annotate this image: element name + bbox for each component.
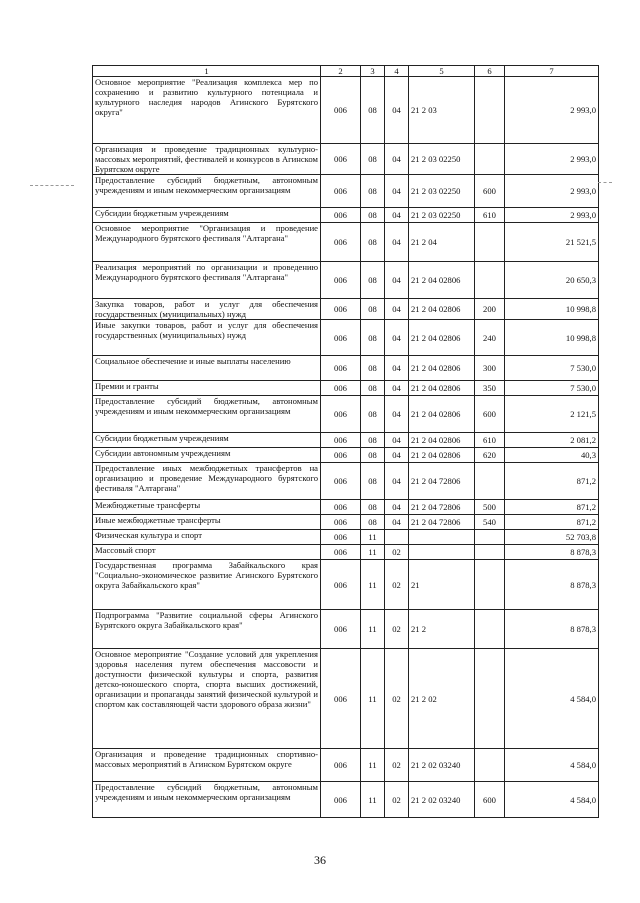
ministry-code-cell: 006: [321, 208, 361, 223]
subsection-code-cell: 04: [385, 208, 409, 223]
scan-dash-mark: [30, 185, 74, 186]
target-article-cell: 21 2 02 03240: [409, 782, 475, 818]
budget-table: [92, 65, 599, 818]
row-name-cell: Государственная программа Забайкальского края "Социально-экономическое развитие Агинского Бурятского округа Забайкальского края": [93, 560, 321, 610]
page-number: 36: [314, 853, 326, 867]
amount-cell: 21 521,5: [505, 223, 599, 262]
subsection-code-cell: 04: [385, 77, 409, 144]
ministry-code-cell: 006: [321, 175, 361, 208]
target-article-cell: 21 2 04 02806: [409, 320, 475, 356]
expense-type-cell: [475, 610, 505, 649]
subsection-code-cell: 02: [385, 782, 409, 818]
table-row: [93, 448, 599, 463]
row-name-cell: Иные закупки товаров, работ и услуг для обеспечения государственных (муниципальных) нужд: [93, 320, 321, 356]
target-article-cell: 21 2 04 02806: [409, 262, 475, 299]
section-code-cell: 08: [361, 356, 385, 381]
target-article-cell: 21 2: [409, 610, 475, 649]
amount-cell: 8 878,3: [505, 545, 599, 560]
row-name-cell: Предоставление иных межбюджетных трансфертов на организацию и проведение Международного бурятского фестиваля "Алтаргана": [93, 463, 321, 500]
ministry-code-cell: 006: [321, 560, 361, 610]
expense-type-cell: [475, 649, 505, 749]
subsection-code-cell: 04: [385, 500, 409, 515]
section-code-cell: 11: [361, 610, 385, 649]
table-row: [93, 560, 599, 610]
table-row: [93, 356, 599, 381]
expense-type-cell: [475, 223, 505, 262]
subsection-code-cell: 02: [385, 610, 409, 649]
section-code-cell: 08: [361, 500, 385, 515]
amount-cell: 10 998,8: [505, 320, 599, 356]
amount-cell: 4 584,0: [505, 782, 599, 818]
subsection-code-cell: 04: [385, 396, 409, 433]
row-name-cell: Предоставление субсидий бюджетным, автономным учреждениям и иным некоммерческим организациям: [93, 175, 321, 208]
row-name-cell: Основное мероприятие "Реализация комплекса мер по сохранению и развитию культурного потенциала и культурного наследия народов Агинского Бурятского округа": [93, 77, 321, 144]
amount-cell: 871,2: [505, 500, 599, 515]
amount-cell: 52 703,8: [505, 530, 599, 545]
expense-type-cell: 500: [475, 500, 505, 515]
ministry-code-cell: 006: [321, 649, 361, 749]
table-row: [93, 515, 599, 530]
amount-cell: 8 878,3: [505, 560, 599, 610]
column-header: 1: [93, 66, 321, 77]
subsection-code-cell: 02: [385, 649, 409, 749]
subsection-code-cell: 04: [385, 356, 409, 381]
amount-cell: 4 584,0: [505, 749, 599, 782]
amount-cell: 2 121,5: [505, 396, 599, 433]
table-row: [93, 463, 599, 500]
target-article-cell: 21 2 02 03240: [409, 749, 475, 782]
ministry-code-cell: 006: [321, 144, 361, 175]
expense-type-cell: [475, 560, 505, 610]
section-code-cell: 08: [361, 320, 385, 356]
table-row: [93, 299, 599, 320]
section-code-cell: 08: [361, 208, 385, 223]
target-article-cell: 21 2 04 72806: [409, 515, 475, 530]
row-name-cell: Подпрограмма "Развитие социальной сферы Агинского Бурятского округа Забайкальского края": [93, 610, 321, 649]
expense-type-cell: 620: [475, 448, 505, 463]
target-article-cell: 21 2 04 02806: [409, 396, 475, 433]
section-code-cell: 08: [361, 175, 385, 208]
section-code-cell: 11: [361, 749, 385, 782]
row-name-cell: Массовый спорт: [93, 545, 321, 560]
ministry-code-cell: 006: [321, 396, 361, 433]
section-code-cell: 08: [361, 448, 385, 463]
expense-type-cell: 600: [475, 782, 505, 818]
amount-cell: 7 530,0: [505, 356, 599, 381]
subsection-code-cell: 02: [385, 749, 409, 782]
expense-type-cell: 540: [475, 515, 505, 530]
row-name-cell: Предоставление субсидий бюджетным, автономным учреждениям и иным некоммерческим организациям: [93, 396, 321, 433]
section-code-cell: 11: [361, 649, 385, 749]
ministry-code-cell: 006: [321, 433, 361, 448]
amount-cell: 871,2: [505, 515, 599, 530]
amount-cell: 7 530,0: [505, 381, 599, 396]
table-row: [93, 381, 599, 396]
row-name-cell: Закупка товаров, работ и услуг для обеспечения государственных (муниципальных) нужд: [93, 299, 321, 320]
table-row: [93, 500, 599, 515]
amount-cell: 4 584,0: [505, 649, 599, 749]
target-article-cell: [409, 545, 475, 560]
target-article-cell: 21 2 02: [409, 649, 475, 749]
subsection-code-cell: 04: [385, 463, 409, 500]
amount-cell: 2 993,0: [505, 175, 599, 208]
table-row: [93, 433, 599, 448]
ministry-code-cell: 006: [321, 320, 361, 356]
section-code-cell: 11: [361, 560, 385, 610]
section-code-cell: 08: [361, 396, 385, 433]
table-row: [93, 262, 599, 299]
amount-cell: 2 081,2: [505, 433, 599, 448]
target-article-cell: 21 2 03 02250: [409, 144, 475, 175]
target-article-cell: 21 2 03: [409, 77, 475, 144]
row-name-cell: Межбюджетные трансферты: [93, 500, 321, 515]
target-article-cell: 21 2 03 02250: [409, 208, 475, 223]
row-name-cell: Основное мероприятие "Организация и проведение Международного бурятского фестиваля "Алтаргана": [93, 223, 321, 262]
section-code-cell: 08: [361, 381, 385, 396]
subsection-code-cell: 04: [385, 223, 409, 262]
section-code-cell: 08: [361, 299, 385, 320]
table-row: [93, 749, 599, 782]
section-code-cell: 08: [361, 77, 385, 144]
row-name-cell: Организация и проведение традиционных культурно-массовых мероприятий, фестивалей и конкурсов в Агинском Бурятском округе: [93, 144, 321, 175]
row-name-cell: Субсидии автономным учреждениям: [93, 448, 321, 463]
column-header: 4: [385, 66, 409, 77]
ministry-code-cell: 006: [321, 749, 361, 782]
table-row: [93, 649, 599, 749]
target-article-cell: 21 2 04 02806: [409, 299, 475, 320]
target-article-cell: 21 2 04 02806: [409, 433, 475, 448]
ministry-code-cell: 006: [321, 610, 361, 649]
subsection-code-cell: 04: [385, 515, 409, 530]
amount-cell: 2 993,0: [505, 77, 599, 144]
target-article-cell: 21 2 04 02806: [409, 356, 475, 381]
row-name-cell: Реализация мероприятий по организации и проведению Международного бурятского фестиваля "Алтаргана": [93, 262, 321, 299]
section-code-cell: 08: [361, 433, 385, 448]
subsection-code-cell: 04: [385, 381, 409, 396]
column-header: 6: [475, 66, 505, 77]
ministry-code-cell: 006: [321, 448, 361, 463]
amount-cell: 2 993,0: [505, 144, 599, 175]
row-name-cell: Иные межбюджетные трансферты: [93, 515, 321, 530]
subsection-code-cell: 04: [385, 262, 409, 299]
row-name-cell: Субсидии бюджетным учреждениям: [93, 433, 321, 448]
table-row: [93, 782, 599, 818]
subsection-code-cell: 04: [385, 299, 409, 320]
column-header: 2: [321, 66, 361, 77]
table-row: [93, 545, 599, 560]
expense-type-cell: [475, 530, 505, 545]
row-name-cell: Предоставление субсидий бюджетным, автономным учреждениям и иным некоммерческим организациям: [93, 782, 321, 818]
section-code-cell: 11: [361, 545, 385, 560]
target-article-cell: 21 2 03 02250: [409, 175, 475, 208]
table-row: [93, 77, 599, 144]
ministry-code-cell: 006: [321, 262, 361, 299]
ministry-code-cell: 006: [321, 530, 361, 545]
expense-type-cell: [475, 144, 505, 175]
amount-cell: 10 998,8: [505, 299, 599, 320]
subsection-code-cell: 04: [385, 433, 409, 448]
ministry-code-cell: 006: [321, 463, 361, 500]
section-code-cell: 08: [361, 262, 385, 299]
column-header: 5: [409, 66, 475, 77]
section-code-cell: 11: [361, 782, 385, 818]
subsection-code-cell: 02: [385, 545, 409, 560]
ministry-code-cell: 006: [321, 77, 361, 144]
table-row: [93, 396, 599, 433]
table-row: [93, 223, 599, 262]
subsection-code-cell: 04: [385, 448, 409, 463]
section-code-cell: 11: [361, 530, 385, 545]
expense-type-cell: 610: [475, 433, 505, 448]
expense-type-cell: 240: [475, 320, 505, 356]
subsection-code-cell: 04: [385, 320, 409, 356]
ministry-code-cell: 006: [321, 515, 361, 530]
subsection-code-cell: 04: [385, 144, 409, 175]
expense-type-cell: [475, 262, 505, 299]
row-name-cell: Субсидии бюджетным учреждениям: [93, 208, 321, 223]
target-article-cell: 21 2 04 02806: [409, 448, 475, 463]
subsection-code-cell: [385, 530, 409, 545]
section-code-cell: 08: [361, 463, 385, 500]
subsection-code-cell: 04: [385, 175, 409, 208]
ministry-code-cell: 006: [321, 381, 361, 396]
column-header: 3: [361, 66, 385, 77]
row-name-cell: Социальное обеспечение и иные выплаты населению: [93, 356, 321, 381]
expense-type-cell: 600: [475, 396, 505, 433]
column-header: 7: [505, 66, 599, 77]
ministry-code-cell: 006: [321, 545, 361, 560]
expense-type-cell: 600: [475, 175, 505, 208]
amount-cell: 8 878,3: [505, 610, 599, 649]
target-article-cell: 21: [409, 560, 475, 610]
table-row: [93, 208, 599, 223]
scan-dash-mark: [598, 182, 612, 183]
target-article-cell: 21 2 04 72806: [409, 463, 475, 500]
target-article-cell: [409, 530, 475, 545]
expense-type-cell: 350: [475, 381, 505, 396]
expense-type-cell: [475, 463, 505, 500]
section-code-cell: 08: [361, 144, 385, 175]
amount-cell: 2 993,0: [505, 208, 599, 223]
row-name-cell: Физическая культура и спорт: [93, 530, 321, 545]
section-code-cell: 08: [361, 515, 385, 530]
amount-cell: 20 650,3: [505, 262, 599, 299]
ministry-code-cell: 006: [321, 299, 361, 320]
target-article-cell: 21 2 04: [409, 223, 475, 262]
target-article-cell: 21 2 04 72806: [409, 500, 475, 515]
row-name-cell: Премии и гранты: [93, 381, 321, 396]
expense-type-cell: 200: [475, 299, 505, 320]
row-name-cell: Основное мероприятие "Создание условий для укрепления здоровья населения путем обеспечения массовости и доступности физической культуры и спорта, развития детско-юношеского спорта, спорта высших достижений, организации и пропаганды занятий физической культурой и спортом как составляющей части здорового образа жизни": [93, 649, 321, 749]
subsection-code-cell: 02: [385, 560, 409, 610]
expense-type-cell: [475, 545, 505, 560]
amount-cell: 40,3: [505, 448, 599, 463]
table-row: [93, 610, 599, 649]
table-row: [93, 530, 599, 545]
section-code-cell: 08: [361, 223, 385, 262]
ministry-code-cell: 006: [321, 223, 361, 262]
expense-type-cell: 610: [475, 208, 505, 223]
ministry-code-cell: 006: [321, 356, 361, 381]
table-row: [93, 320, 599, 356]
expense-type-cell: [475, 749, 505, 782]
ministry-code-cell: 006: [321, 500, 361, 515]
row-name-cell: Организация и проведение традиционных спортивно-массовых мероприятий в Агинском Бурятском округе: [93, 749, 321, 782]
target-article-cell: 21 2 04 02806: [409, 381, 475, 396]
table-row: [93, 175, 599, 208]
expense-type-cell: [475, 77, 505, 144]
table-row: [93, 144, 599, 175]
ministry-code-cell: 006: [321, 782, 361, 818]
expense-type-cell: 300: [475, 356, 505, 381]
amount-cell: 871,2: [505, 463, 599, 500]
table-header-row: [93, 66, 599, 77]
